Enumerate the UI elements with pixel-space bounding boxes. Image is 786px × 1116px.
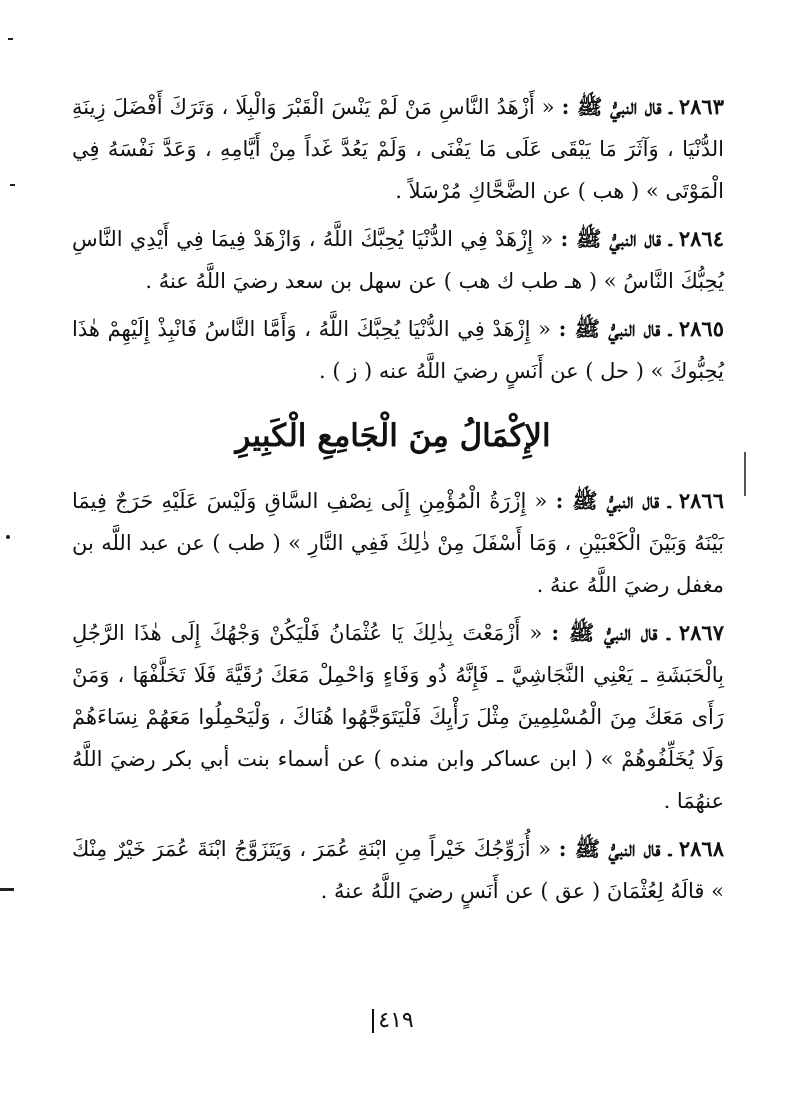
hadith-text: « أَزْمَعْتَ بِذٰلِكَ يَا عُثْمَانُ فَلْيَكُنْ وَجْهُكَ إِلَى هٰذَا الرَّجُلِ بِالْحَبَشَةِ ـ يَعْنِي النَّجَاشِيَّ ـ فَإِنَّهُ ذُو وَفَاءٍ وَاحْمِلْ مَعَكَ رُقَيَّةَ فَلَا تَخَلَّفْهَا ، وَمَنْ رَأَى مَعَكَ مِنَ الْمُسْلِمِينَ مِثْلَ رَأْيِكَ فَلْيَتَوَجَّهُوا هُنَاكَ ، وَلْيَحْمِلُوا مَعَهُمْ نِسَاءَهُمْ وَلَا يُخَلِّفُوهُمْ » ( ابن عساكر وابن منده ) عن أسماء بنت أبي بكر رضيَ اللَّهُ عنهُمَا .: [72, 621, 724, 813]
hadith-number: ٢٨٦٧: [678, 620, 724, 645]
hadith-number: ٢٨٦٤: [678, 226, 724, 251]
hadith-lead: ـ قال النبيُّ ﷺ :: [561, 94, 672, 119]
hadith-section-1: [72, 86, 724, 392]
scan-line: [744, 452, 746, 496]
hadith-text: « إِزْهَدْ فِي الدُّنْيَا يُحِبَّكَ اللَّهُ ، وَأَمَّا النَّاسُ فَانْبِذْ إِلَيْهِمْ هٰذَا يُحِبُّوكَ » ( حل ) عن أَنَسٍ رضيَ اللَّهُ عنه ( ز ) .: [72, 317, 724, 383]
page-number-rule: [372, 1009, 374, 1033]
hadith-lead: ـ قال النبيُّ ﷺ :: [558, 316, 672, 341]
hadith-entry: [72, 86, 724, 212]
hadith-text: « أُزَوِّجُكَ خَيْراً مِنِ ابْنَةِ عُمَرَ ، وَيَتَزَوَّجُ ابْنَةَ عُمَرَ خَيْرٌ مِنْكَ » قالَهُ لِعُثْمَانَ ( عق ) عن أَنَسٍ رضيَ اللَّهُ عنهُ .: [72, 837, 724, 903]
hadith-number: ٢٨٦٨: [678, 836, 724, 861]
scan-speck: [10, 184, 15, 186]
hadith-lead: ـ قال النبيُّ ﷺ :: [551, 620, 670, 645]
hadith-text: « إِزْرَةُ الْمُؤْمِنِ إِلَى نِصْفِ السَّاقِ وَلَيْسَ عَلَيْهِ حَرَجٌ فِيمَا بَيْنَهُ وَبَيْنَ الْكَعْبَيْنِ ، وَمَا أَسْفَلَ مِنْ ذٰلِكَ فَفِي النَّارِ » ( طب ) عن عبد اللَّه بن مغفل رضيَ اللَّهُ عنهُ .: [72, 489, 724, 597]
hadith-entry: [72, 480, 724, 606]
hadith-entry: [72, 612, 724, 822]
scan-speck: [8, 38, 13, 40]
hadith-lead: ـ قال النبيُّ ﷺ :: [560, 226, 672, 251]
hadith-number: ٢٨٦٥: [678, 316, 724, 341]
hadith-entry: [72, 308, 724, 392]
hadith-text: « أَزْهَدُ النَّاسِ مَنْ لَمْ يَنْسَ الْقَبْرَ وَالْبِلَا ، وَتَرَكَ أَفْضَلَ زِينَةِ الدُّنْيَا ، وَآثَرَ مَا يَبْقَى عَلَى مَا يَفْنَى ، وَلَمْ يَعُدَّ غَداً مِنْ أَيَّامِهِ ، وَعَدَّ نَفْسَهُ فِي الْمَوْتَى » ( هب ) عن الضَّحَّاكِ مُرْسَلاً .: [72, 95, 724, 203]
scan-edge-mark: [0, 888, 14, 891]
hadith-lead: ـ قال النبيُّ ﷺ :: [555, 488, 671, 513]
section-heading: الإِكْمَالُ مِنَ الْجَامِعِ الْكَبِيرِ: [235, 418, 551, 454]
hadith-number: ٢٨٦٣: [678, 94, 724, 119]
page-number-text: ٤١٩: [378, 1008, 414, 1033]
hadith-entry: [72, 218, 724, 302]
page-number: [0, 1008, 786, 1033]
hadith-section-2: [72, 480, 724, 912]
scan-speck: [6, 535, 10, 539]
hadith-text: « إِزْهَدْ فِي الدُّنْيَا يُحِبَّكَ اللَّهُ ، وَازْهَدْ فِيمَا فِي أَيْدِي النَّاسِ يُحِبُّكَ النَّاسُ » ( هـ طب ك هب ) عن سهل بن سعد رضيَ اللَّهُ عنهُ .: [72, 227, 724, 293]
hadith-entry: [72, 828, 724, 912]
hadith-number: ٢٨٦٦: [678, 488, 724, 513]
hadith-lead: ـ قال النبيُّ ﷺ :: [558, 836, 672, 861]
